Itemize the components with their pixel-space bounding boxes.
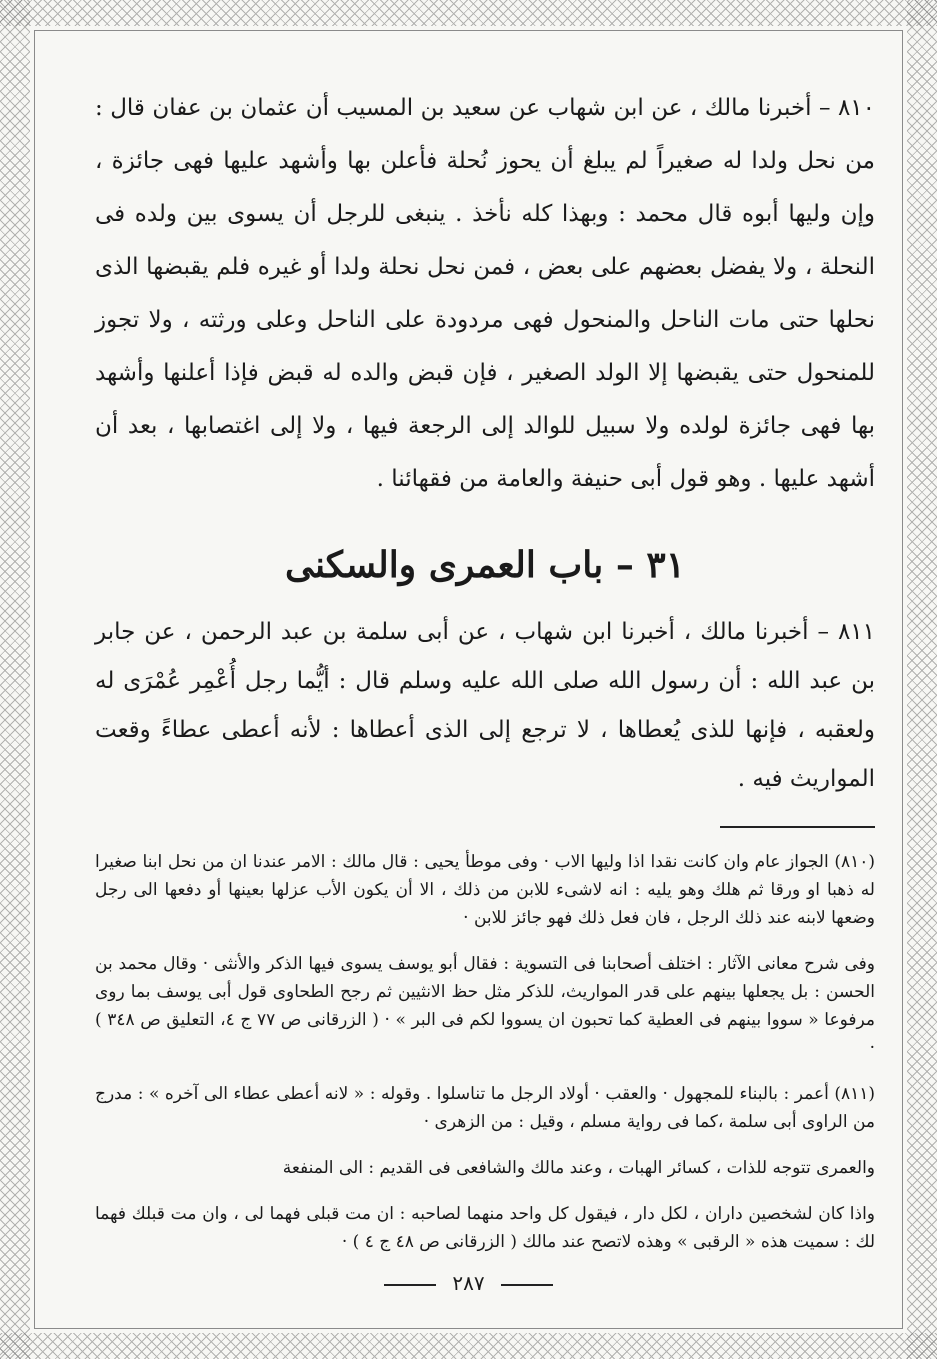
- footnote-separator: [720, 826, 875, 828]
- footnote-umra-text: والعمرى تتوجه للذات ، كسائر الهبات ، وعند مالك والشافعى فى القديم : الى المنفعة: [282, 1158, 875, 1178]
- ornamental-border-left: [0, 0, 30, 1359]
- page-number-text: ٢٨٧: [452, 1271, 485, 1295]
- ornamental-border-bottom: [0, 1333, 937, 1359]
- frame-rule-right: [902, 30, 903, 1329]
- footnote-ruqba: [95, 1200, 875, 1256]
- footnote-810-text: (٨١٠) الجواز عام وان كانت نقدا اذا وليها الاب · وفى موطأ يحيى : قال مالك : الامر عندنا ان من نحل ابنا صغيرا له ذهبا او ورقا ثم هلك وهو يليه : انه لاشىء للابن من ذلك ، الا أن يكون الأب عزلها بعينها أو دفعها الى رجل وضعها لابنه عند ذلك الرجل ، فان فعل ذلك فهو جائز للابن ·: [95, 852, 875, 928]
- hadith-810-paragraph: ٨١٠ – أخبرنا مالك ، عن ابن شهاب عن سعيد بن المسيب أن عثمان بن عفان قال : من نحل ولدا له صغيراً لم يبلغ أن يحوز نُحلة فأعلن بها وأشهد عليها فهى جائزة ، وإن وليها أبوه قال محمد : وبهذا كله نأخذ . ينبغى للرجل أن يسوى بين ولده فى النحلة ، ولا يفضل بعضهم على بعض ، فمن نحل نحلة ولدا أو غيره فلم يقبضها الذى نحلها حتى مات الناحل والمنحول فهى مردودة على الناحل وعلى ورثته ، ولا تجوز للمنحول حتى يقبضها إلا الولد الصغير ، فإن قبض والده له قبض فإذا أعلنها وأشهد بها فهى جائزة لولده ولا سبيل للوالد إلى الرجعة فيها ، ولا إلى اغتصابها ، بعد أن أشهد عليها . وهو قول أبى حنيفة والعامة من فقهائنا .: [95, 95, 876, 492]
- hadith-811-paragraph: ٨١١ – أخبرنا مالك ، أخبرنا ابن شهاب ، عن أبى سلمة بن عبد الرحمن ، عن جابر بن عبد الله : أن رسول الله صلى الله عليه وسلم قال : أيُّما رجل أُعْمِر عُمْرَى له ولعقبه ، فإنها للذى يُعطاها ، لا ترجع إلى الذى أعطاها : لأنه أعطى عطاءً وقعت المواريث فيه .: [95, 619, 875, 792]
- ornamental-border-top: [0, 0, 937, 26]
- footnote-810-commentary-text: وفى شرح معانى الآثار : اختلف أصحابنا فى التسوية : فقال أبو يوسف يسوى فيها الذكر والأنثى · وقال محمد بن الحسن : بل يجعلها بينهم على قدر المواريث، للذكر مثل حظ الانثيين ثم رجح الطحاوى قول أبى يوسف بما روى مرفوعا « سووا بينهم فى العطية كما تحبون ان يسووا لكم فى البر » · ( الزرقانى ص ٧٧ ج ٤، التعليق ص ٣٤٨ ) ·: [95, 954, 876, 1058]
- page-number-dash-right: [501, 1284, 553, 1286]
- footnote-811-text: (٨١١) أعمر : بالبناء للمجهول · والعقب · أولاد الرجل ما تناسلوا . وقوله : « لانه أعطى عطاء الى آخره » : مدرج من الراوى أبى سلمة ،كما فى رواية مسلم ، وقيل : من الزهرى ·: [95, 1084, 875, 1132]
- footnotes: [95, 848, 875, 1256]
- footnote-811: [95, 1080, 875, 1136]
- footnote-810: [95, 848, 875, 932]
- frame-rule-bottom: [34, 1328, 903, 1329]
- frame-rule-top: [34, 30, 903, 31]
- chapter-title: ٣١ – باب العمرى والسكنى: [284, 544, 686, 586]
- footnote-umra: [95, 1154, 875, 1182]
- footnote-810-commentary: [95, 950, 875, 1062]
- page-number: [0, 1271, 937, 1295]
- footnote-separator-wrap: [95, 826, 875, 828]
- page-content: [95, 82, 875, 1274]
- frame-rule-left: [34, 30, 35, 1329]
- footnote-ruqba-text: واذا كان لشخصين داران ، لكل دار ، فيقول كل واحد منهما لصاحبه : ان مت قبلى فهما لى ، وان مت قبلك فهما لك : سميت هذه « الرقبى » وهذه لاتصح عند مالك ( الزرقانى ص ٤٨ ج ٤ ) ·: [95, 1204, 875, 1252]
- page-number-dash-left: [384, 1284, 436, 1286]
- ornamental-border-right: [907, 0, 937, 1359]
